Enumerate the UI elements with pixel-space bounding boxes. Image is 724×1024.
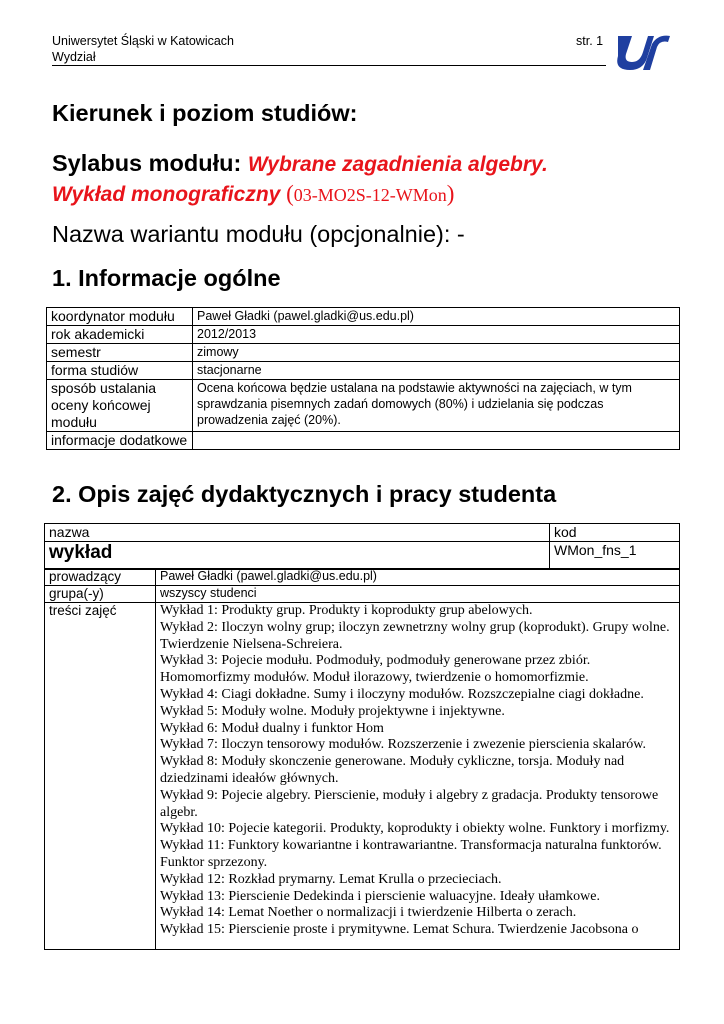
lecture-item: Wykład 1: Produkty grup. Produkty i koprodukty grup abelowych. bbox=[160, 603, 533, 618]
lecture-item: Wykład 13: Pierscienie Dedekinda i pierscienie waluacyjne. Ideały ułamkowe. bbox=[160, 888, 600, 904]
table-row bbox=[45, 524, 680, 542]
syllabus-title bbox=[52, 149, 548, 209]
lecture-item: Wykład 14: Lemat Noether o normalizacji i twierdzenie Hilberta o zerach. bbox=[160, 905, 577, 921]
module-name-line2: Wykład monograficzny bbox=[52, 183, 281, 206]
page-number: str. 1 bbox=[576, 34, 604, 48]
lecture-item: Wykład 2: Iloczyn wolny grup; iloczyn zewnetrzny wolny grup (koprodukt). Grupy wolne. Twierdzenie Nielsena-Schreiera. bbox=[160, 619, 670, 652]
module-code: 03-MO2S-12-WMon bbox=[293, 185, 447, 205]
lecture-item: Wykład 6: Moduł dualny i funktor Hom bbox=[160, 720, 384, 736]
form-label: forma studiów bbox=[47, 362, 193, 380]
class-name-table bbox=[44, 523, 680, 570]
lecture-item: Wykład 9: Pojecie algebry. Pierscienie, moduły i algebry z gradacja. Produkty tensorowe algebr. bbox=[160, 787, 659, 820]
lecture-item: Wykład 15: Pierscienie proste i prymitywne. Lemat Schura. Twierdzenie Jacobsona o bbox=[160, 922, 639, 938]
coordinator-value: Paweł Gładki (pawel.gladki@us.edu.pl) bbox=[193, 308, 680, 326]
page-title: Kierunek i poziom studiów: bbox=[52, 100, 358, 126]
paren-close: ) bbox=[446, 181, 455, 206]
syllabus-prefix: Sylabus modułu: bbox=[52, 150, 248, 176]
group-label: grupa(-y) bbox=[45, 586, 156, 603]
lecture-item: Wykład 4: Ciagi dokładne. Sumy i iloczyny modułów. Rozszczepialne ciagi dokładne. bbox=[160, 686, 644, 702]
code-header: kod bbox=[550, 524, 680, 542]
section-2-heading: 2. Opis zajęć dydaktycznych i pracy studenta bbox=[52, 481, 557, 507]
lecture-item: Wykład 12: Rozkład prymarny. Lemat Krulla o przecieciach. bbox=[160, 871, 502, 887]
group-value: wszyscy studenci bbox=[156, 586, 680, 603]
grading-label: sposób ustalania oceny końcowej modułu bbox=[47, 380, 193, 432]
teacher-value: Paweł Gładki (pawel.gladki@us.edu.pl) bbox=[156, 569, 680, 586]
section-1-heading: 1. Informacje ogólne bbox=[52, 265, 281, 291]
semester-value: zimowy bbox=[193, 344, 680, 362]
extra-info-value bbox=[193, 432, 680, 450]
year-value: 2012/2013 bbox=[193, 326, 680, 344]
table-row bbox=[47, 380, 680, 432]
table-row bbox=[45, 542, 680, 570]
table-row bbox=[47, 362, 680, 380]
table-row bbox=[47, 326, 680, 344]
name-header: nazwa bbox=[45, 524, 550, 542]
form-value: stacjonarne bbox=[193, 362, 680, 380]
table-row bbox=[45, 586, 680, 603]
class-details-table bbox=[44, 568, 680, 950]
lecture-item: Wykład 5: Moduły wolne. Moduły projektywne i injektywne. bbox=[160, 703, 505, 719]
general-info-table bbox=[46, 307, 680, 450]
lecture-item: Wykład 8: Moduły skonczenie generowane. Moduły cykliczne, torsja. Moduły nad dziedzinami ideałów głównych. bbox=[160, 754, 625, 786]
grading-value: Ocena końcowa będzie ustalana na podstawie aktywności na zajęciach, w tym sprawdzania pisemnych zadań domowych (80%) i udzielania się podczas prowadzenia zajęć (20%). bbox=[193, 380, 680, 432]
table-row bbox=[47, 344, 680, 362]
semester-label: semestr bbox=[47, 344, 193, 362]
extra-info-label: informacje dodatkowe bbox=[47, 432, 193, 450]
year-label: rok akademicki bbox=[47, 326, 193, 344]
lecture-item: Wykład 3: Pojecie modułu. Podmoduły, podmoduły generowane przez zbiór. Homomorfizmy modułów. Moduł ilorazowy, twierdzenie o homomorfizmie. bbox=[160, 653, 591, 686]
class-name-value: wykład bbox=[45, 542, 550, 570]
lecture-list bbox=[156, 603, 680, 950]
module-name-line1: Wybrane zagadnienia algebry. bbox=[247, 153, 548, 176]
university-logo-icon bbox=[612, 30, 672, 72]
teacher-label: prowadzący bbox=[45, 569, 156, 586]
lecture-item: Wykład 11: Funktory kowariantne i kontrawariantne. Transformacja naturalna funktorów. Funktor sprzezony. bbox=[160, 838, 662, 870]
page-header-left bbox=[52, 33, 234, 65]
coordinator-label: koordynator modułu bbox=[47, 308, 193, 326]
table-row bbox=[45, 603, 680, 950]
class-code-value: WMon_fns_1 bbox=[550, 542, 680, 570]
header-divider bbox=[52, 65, 606, 66]
lecture-item: Wykład 10: Pojecie kategorii. Produkty, koprodukty i obiekty wolne. Funktory i morfizmy. bbox=[160, 821, 670, 837]
lecture-item: Wykład 7: Iloczyn tensorowy modułów. Rozszerzenie i zwezenie pierscienia skalarów. bbox=[160, 737, 646, 753]
faculty-name: Wydział bbox=[52, 50, 96, 64]
table-row bbox=[45, 569, 680, 586]
table-row bbox=[47, 308, 680, 326]
university-name: Uniwersytet Śląski w Katowicach bbox=[52, 34, 235, 48]
table-row bbox=[47, 432, 680, 450]
variant-name: Nazwa wariantu modułu (opcjonalnie): - bbox=[52, 221, 465, 247]
paren-open: ( bbox=[280, 181, 294, 206]
content-label: treści zajęć bbox=[45, 603, 156, 950]
